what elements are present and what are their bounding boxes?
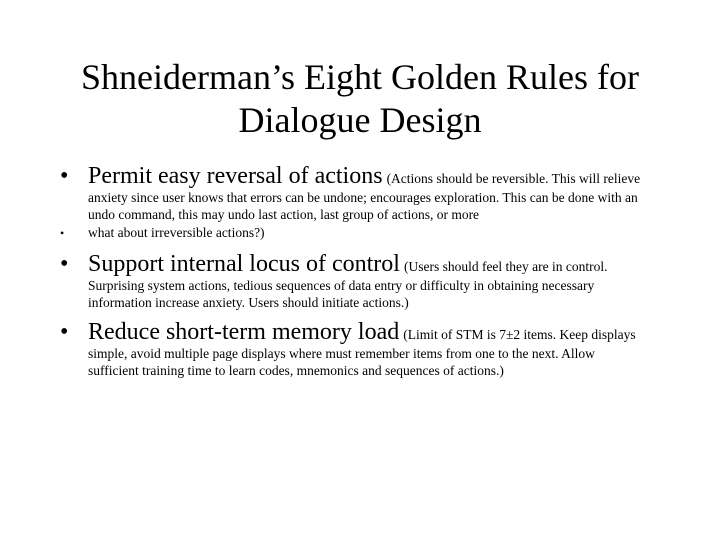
item-detail-line: sufficient training time to learn codes, mnemonics and sequences of actions.) xyxy=(88,363,504,378)
item-detail-line: anxiety since user knows that errors can be undone; encourages exploration. This can be done with an xyxy=(88,190,638,205)
item-heading: Permit easy reversal of actions xyxy=(88,163,383,189)
item-detail-line: Surprising system actions, tedious sequences of data entry or difficulty in obtaining necessary xyxy=(88,278,595,293)
item-heading: Support internal locus of control xyxy=(88,251,400,277)
title-line-1: Shneiderman’s Eight Golden Rules for xyxy=(81,57,639,97)
item-main-line xyxy=(88,318,636,346)
item-detail-line: information increase anxiety. Users should initiate actions.) xyxy=(88,295,409,310)
item-main-line xyxy=(88,162,640,190)
item-main-line xyxy=(88,250,608,278)
item-detail-line: what about irreversible actions?) xyxy=(88,225,265,240)
item-heading: Reduce short-term memory load xyxy=(88,319,400,345)
item-detail-first: (Actions should be reversible. This will relieve xyxy=(386,171,641,186)
item-detail-line: undo command, this may undo last action, last group of actions, or more xyxy=(88,207,480,222)
item-detail-first: (Users should feel they are in control. xyxy=(403,259,608,274)
bullet-marker: • xyxy=(60,251,69,277)
slide-title xyxy=(40,56,680,142)
item-detail-line: simple, avoid multiple page displays where must remember items from one to the next. Allow xyxy=(88,346,595,361)
item-detail-first: (Limit of STM is 7±2 items. Keep displays xyxy=(403,327,636,342)
sub-bullet-marker: • xyxy=(60,226,65,240)
bullet-marker: • xyxy=(60,319,69,345)
bullet-marker: • xyxy=(60,163,69,189)
title-line-2: Dialogue Design xyxy=(238,100,482,140)
